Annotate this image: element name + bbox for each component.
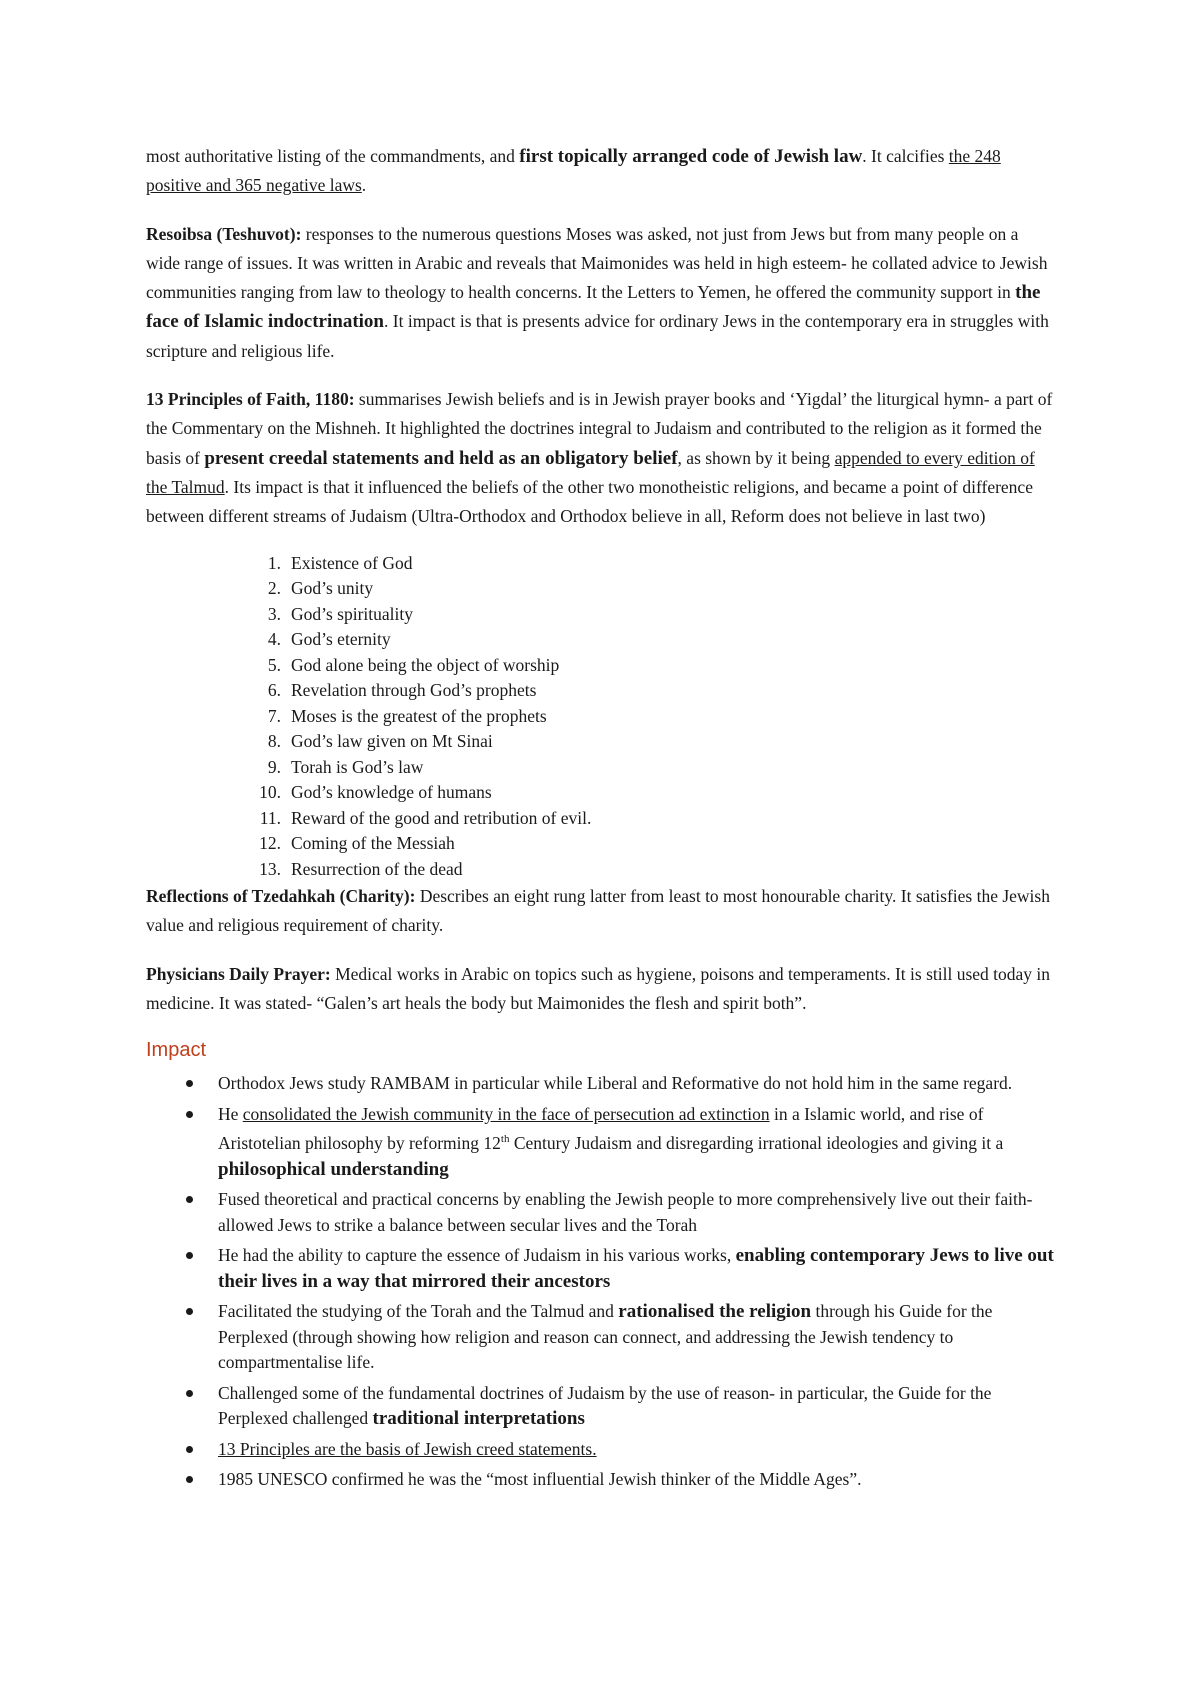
list-text: God’s eternity (291, 629, 391, 650)
list-item (146, 1243, 1056, 1294)
bullet-icon (186, 1196, 193, 1203)
intro-text-2: . It calcifies (862, 146, 949, 166)
bullet-underline: 13 Principles are the basis of Jewish creed statements. (218, 1438, 597, 1459)
bullet-text: in a Islamic world, and rise of Aristotelian philosophy by reforming 12 (218, 1103, 984, 1154)
bullet-icon (186, 1080, 193, 1087)
physicians-paragraph (146, 960, 1056, 1019)
document-body (146, 142, 1056, 1498)
list-number: 7. (267, 705, 281, 726)
principles-text: summarises Jewish beliefs and is in Jewish prayer books and ‘Yigdal’ the liturgical hymn- a part of the Commentary on the Mishneh. It highlighted the doctrines integral to Judaism and contributed to the religion as it formed the basis of (146, 389, 1053, 468)
bullet-text: He had the ability to capture the essence of Judaism in his various works, (218, 1245, 736, 1266)
list-text: God’s law given on Mt Sinai (291, 731, 493, 752)
principles-list (146, 551, 1056, 883)
principles-paragraph (146, 385, 1056, 531)
principles-title: 13 Principles of Faith, 1180: (146, 389, 355, 410)
responsa-text-2: . It impact is that is presents advice for ordinary Jews in the contemporary era in struggles with scripture and religious life. (146, 311, 1049, 361)
list-item (146, 780, 1056, 806)
bullet-text: Facilitated the studying of the Torah and the Talmud and (218, 1301, 619, 1322)
list-text: Reward of the good and retribution of evil. (291, 807, 592, 828)
list-item (146, 704, 1056, 730)
list-number: 5. (267, 654, 281, 675)
bullet-icon (186, 1390, 193, 1397)
bullet-text: Fused theoretical and practical concerns by enabling the Jewish people to more comprehensively live out their faith- allowed Jews to strike a balance between secular lives and the Torah (218, 1189, 1033, 1235)
bullet-text: He (218, 1103, 243, 1124)
list-item (146, 729, 1056, 755)
list-text: Torah is God’s law (291, 756, 424, 777)
list-item (146, 1071, 1056, 1097)
list-number: 12. (259, 833, 281, 854)
bullet-bold: rationalised the religion (618, 1301, 812, 1323)
bullet-text: through his Guide for the Perplexed (through showing how religion and reason can connect, and addressing the Jewish tendency to compartmentalise life. (218, 1301, 993, 1373)
list-item (146, 602, 1056, 628)
intro-paragraph (146, 142, 1056, 201)
list-item (146, 678, 1056, 704)
bullet-icon (186, 1308, 193, 1315)
list-number: 1. (267, 552, 281, 573)
list-item (146, 1467, 1056, 1493)
intro-text: most authoritative listing of the commandments, and (146, 146, 520, 166)
intro-bold: first topically arranged code of Jewish law (519, 146, 863, 167)
list-item (146, 755, 1056, 781)
bullet-bold: enabling contemporary Jews to live out their lives in a way that mirrored their ancestors (218, 1245, 1054, 1292)
bullet-text: Challenged some of the fundamental doctrines of Judaism by the use of reason- in particular, the Guide for the Perplexed challenged (218, 1382, 992, 1429)
list-number: 6. (267, 680, 281, 701)
tzedakah-paragraph (146, 882, 1056, 941)
list-text: Resurrection of the dead (291, 858, 463, 879)
impact-heading: Impact (146, 1039, 207, 1062)
list-item (146, 627, 1056, 653)
list-text: Coming of the Messiah (291, 833, 455, 854)
bullet-text: Century Judaism and disregarding irrational ideologies and giving it a (509, 1133, 1004, 1154)
list-number: 13. (259, 858, 281, 879)
bullet-icon (186, 1476, 193, 1483)
list-text: God’s unity (291, 578, 374, 599)
physicians-title: Physicians Daily Prayer: (146, 963, 331, 984)
bullet-bold: traditional interpretations (372, 1408, 585, 1430)
list-item (146, 1102, 1056, 1182)
list-item (146, 831, 1056, 857)
list-item (146, 576, 1056, 602)
responsa-title: Resoibsa (Teshuvot): (146, 223, 302, 244)
list-item (146, 857, 1056, 883)
list-number: 2. (267, 578, 281, 599)
tzedakah-title: Reflections of Tzedahkah (Charity): (146, 886, 416, 907)
bullet-icon (186, 1111, 193, 1118)
list-item (146, 1299, 1056, 1376)
principles-text-2: , as shown by it being (677, 447, 835, 468)
list-text: God’s knowledge of humans (291, 782, 492, 803)
list-item (146, 1437, 1056, 1463)
list-text: God alone being the object of worship (291, 654, 560, 675)
responsa-text: responses to the numerous questions Moses was asked, not just from Jews but from many people on a wide range of issues. It was written in Arabic and reveals that Maimonides was held in high esteem- he collated advice to Jewish communities ranging from law to theology to health concerns. It the Letters to Yemen, he offered the community support in (146, 223, 1048, 303)
list-number: 9. (267, 756, 281, 777)
bullet-bold: philosophical understanding (218, 1158, 449, 1180)
bullet-underline: consolidated the Jewish community in the face of persecution ad extinction (242, 1103, 770, 1124)
bullet-text: Orthodox Jews study RAMBAM in particular while Liberal and Reformative do not hold him in the same regard. (218, 1073, 1013, 1094)
bullet-icon (186, 1446, 193, 1453)
list-number: 10. (259, 782, 281, 803)
physicians-text: Medical works in Arabic on topics such as hygiene, poisons and temperaments. It is still used today in medicine. It was stated- “Galen’s art heals the body but Maimonides the flesh and spirit both”. (146, 963, 1051, 1013)
list-item (146, 1187, 1056, 1238)
list-item (146, 806, 1056, 832)
intro-text-3: . (361, 175, 367, 196)
list-text: Moses is the greatest of the prophets (291, 705, 547, 726)
impact-list (146, 1071, 1056, 1492)
list-text: Existence of God (291, 552, 413, 573)
principles-underline: appended to every edition of the Talmud (146, 447, 1035, 497)
principles-bold: present creedal statements and held as an obligatory belief (204, 447, 678, 469)
list-item (146, 1381, 1056, 1432)
list-item (146, 551, 1056, 577)
list-number: 3. (267, 603, 281, 624)
bullet-text: 1985 UNESCO confirmed he was the “most influential Jewish thinker of the Middle Ages”. (218, 1469, 862, 1490)
responsa-paragraph (146, 220, 1056, 366)
principles-text-3: . Its impact is that it influenced the beliefs of the other two monotheistic religions, and became a point of difference between different streams of Judaism (Ultra-Orthodox and Orthodox believe in all, Reform does not believe in last two) (146, 476, 1033, 527)
list-number: 8. (267, 731, 281, 752)
list-item (146, 653, 1056, 679)
bullet-icon (186, 1252, 193, 1259)
list-number: 11. (259, 807, 281, 828)
list-text: Revelation through God’s prophets (291, 680, 537, 701)
list-text: God’s spirituality (291, 603, 414, 624)
responsa-bold: the face of Islamic indoctrination (146, 282, 1041, 333)
superscript: th (500, 1133, 510, 1146)
list-number: 4. (267, 629, 281, 650)
intro-underline: the 248 positive and 365 negative laws (146, 146, 1001, 196)
tzedakah-text: Describes an eight rung latter from least to most honourable charity. It satisfies the Jewish value and religious requirement of charity. (146, 886, 1050, 936)
